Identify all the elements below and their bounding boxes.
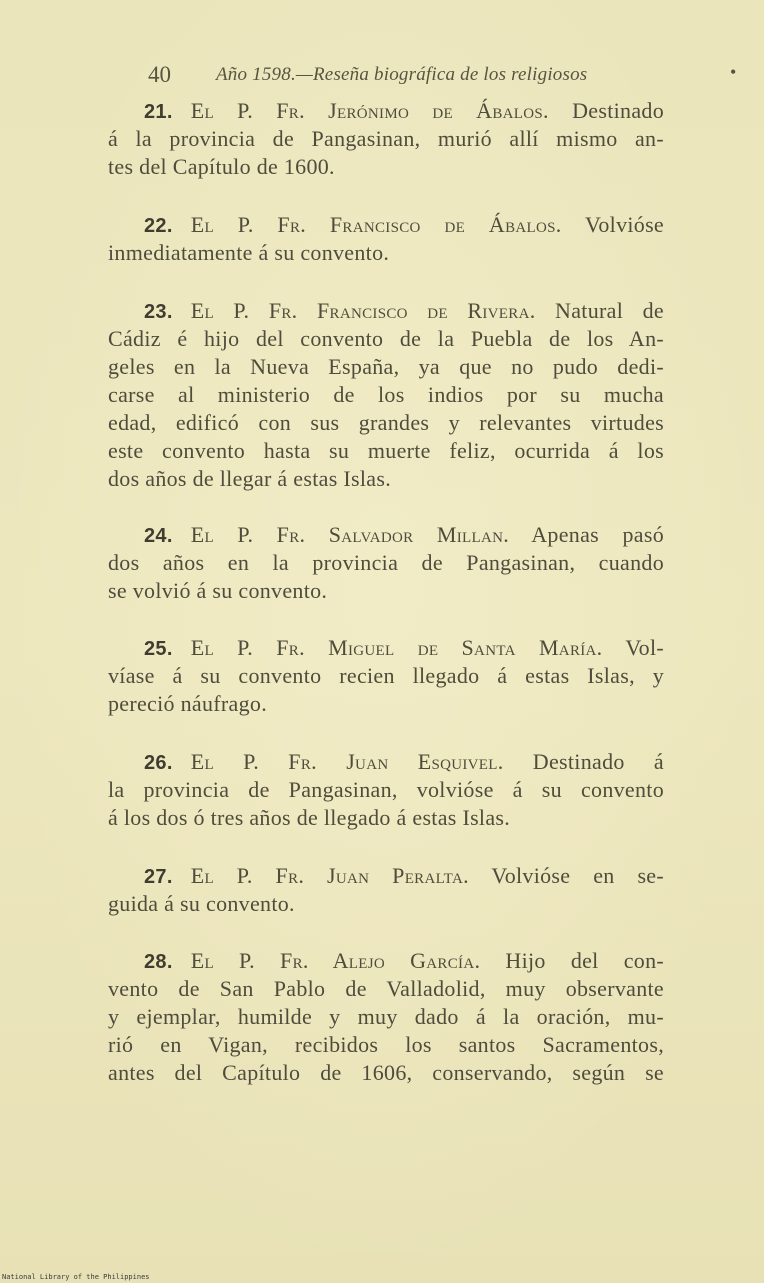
entry-name: El P. Fr. Alejo García. (190, 948, 481, 973)
entry-text: Destinado á (503, 749, 664, 774)
entry-28 (108, 947, 664, 1087)
entry-line: y ejemplar, humilde y muy dado á la oración, mu- (108, 1004, 664, 1029)
entry-name: El P. Fr. Miguel de Santa María. (190, 635, 603, 660)
entry-number: 24. (144, 525, 173, 547)
entry-25 (108, 634, 664, 718)
entry-name: El P. Fr. Francisco de Ábalos. (190, 212, 562, 237)
entry-text: Apenas pasó (509, 522, 664, 547)
entry-text: Vol- (602, 635, 665, 660)
entry-21 (108, 97, 664, 181)
entry-24 (108, 521, 664, 605)
entry-line: pereció náufrago. (108, 691, 268, 716)
entry-first-line (108, 211, 664, 239)
entry-text: Volvióse en se- (468, 863, 664, 888)
entry-line: víase á su convento recien llegado á estas Islas, y (108, 663, 664, 688)
entry-line: carse al ministerio de los indios por su mucha (108, 382, 664, 407)
entry-line: inmediatamente á su convento. (108, 240, 390, 265)
entry-name: El P. Fr. Juan Esquivel. (190, 749, 504, 774)
running-title: Año 1598.—Reseña biográfica de los religiosos (216, 64, 588, 85)
entry-line: la provincia de Pangasinan, volvióse á su convento (108, 777, 664, 802)
entry-number: 26. (144, 752, 173, 774)
entry-number: 27. (144, 866, 173, 888)
entry-first-line (108, 634, 664, 662)
page-number: 40 (148, 62, 171, 87)
entry-first-line (108, 97, 664, 125)
entry-first-line (108, 947, 664, 975)
entry-line: vento de San Pablo de Valladolid, muy observante (108, 976, 664, 1001)
entry-text: Destinado (548, 98, 664, 123)
entry-number: 23. (144, 301, 173, 323)
entry-number: 28. (144, 951, 173, 973)
entry-name: El P. Fr. Francisco de Rivera. (190, 298, 536, 323)
entry-line: Cádiz é hijo del convento de la Puebla de los An- (108, 326, 664, 351)
entry-line: edad, edificó con sus grandes y relevantes virtudes (108, 410, 664, 435)
entry-number: 21. (144, 101, 173, 123)
entry-26 (108, 748, 664, 832)
entry-first-line (108, 521, 664, 549)
entry-22 (108, 211, 664, 267)
header-mark: • (730, 62, 737, 82)
entry-name: El P. Fr. Juan Peralta. (190, 863, 469, 888)
entry-number: 22. (144, 215, 173, 237)
entry-number: 25. (144, 638, 173, 660)
entry-first-line (108, 748, 664, 776)
entry-line: guida á su convento. (108, 891, 295, 916)
entry-line: se volvió á su convento. (108, 578, 328, 603)
entry-text: Volvióse (561, 212, 665, 237)
entry-text: Hijo del con- (480, 948, 665, 973)
entry-first-line (108, 297, 664, 325)
entry-line: dos años de llegar á estas Islas. (108, 466, 391, 491)
library-credit: National Library of the Philippines (2, 1273, 150, 1281)
entry-line: á los dos ó tres años de llegado á estas Islas. (108, 805, 511, 830)
entry-line: antes del Capítulo de 1606, conservando, según se (108, 1060, 664, 1085)
entry-line: geles en la Nueva España, ya que no pudo dedi- (108, 354, 664, 379)
entry-first-line (108, 862, 664, 890)
entry-line: tes del Capítulo de 1600. (108, 154, 335, 179)
entry-23 (108, 297, 664, 493)
entry-line: á la provincia de Pangasinan, murió allí mismo an- (108, 126, 664, 151)
entry-27 (108, 862, 664, 918)
entry-line: rió en Vigan, recibidos los santos Sacramentos, (108, 1032, 664, 1057)
entry-line: este convento hasta su muerte feliz, ocurrida á los (108, 438, 664, 463)
entry-name: El P. Fr. Salvador Millan. (190, 522, 510, 547)
entry-line: dos años en la provincia de Pangasinan, cuando (108, 550, 664, 575)
entry-text: Natural de (535, 298, 664, 323)
entry-name: El P. Fr. Jerónimo de Ábalos. (190, 98, 549, 123)
page-header (148, 60, 748, 94)
